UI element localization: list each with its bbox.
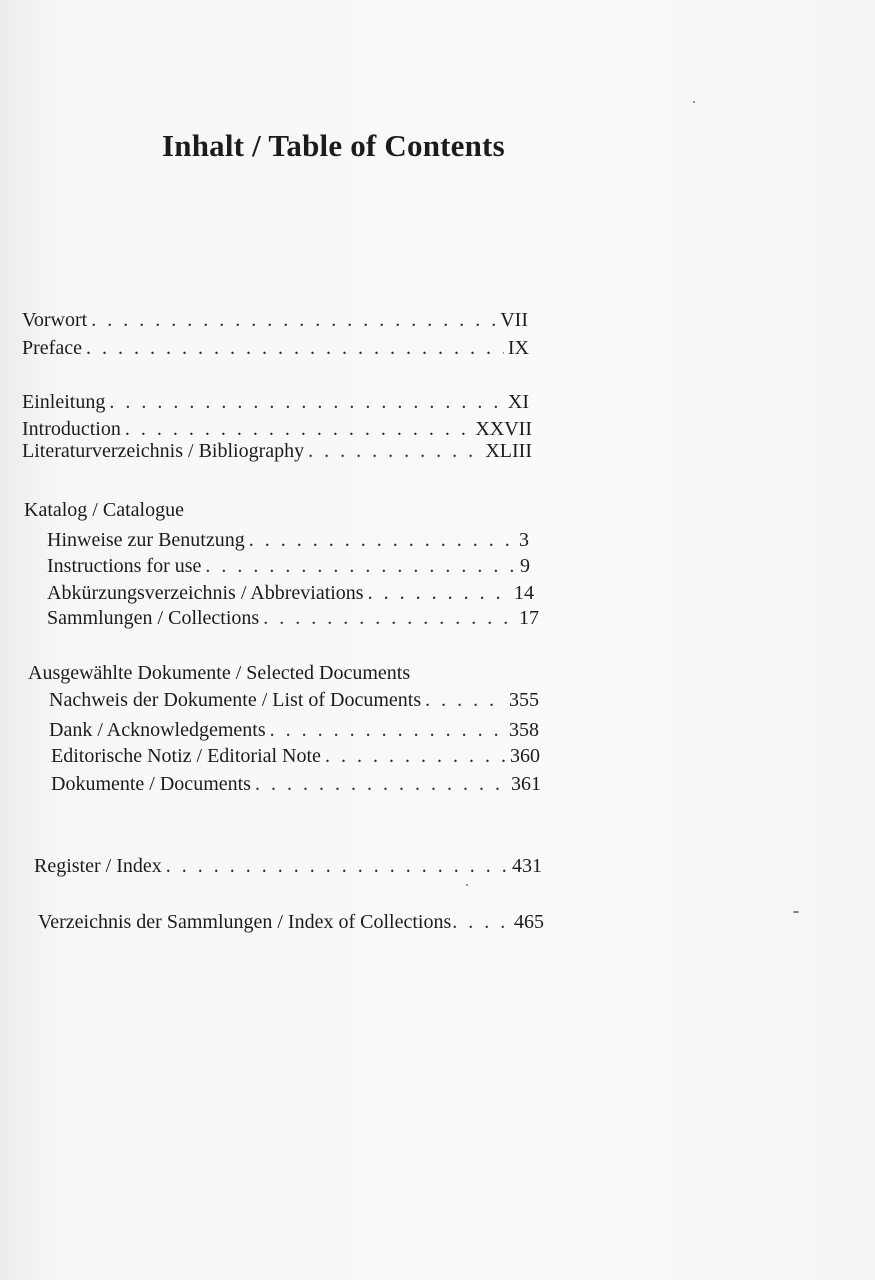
toc-entry-label: Editorische Notiz / Editorial Note	[51, 745, 321, 767]
leader-dots	[263, 604, 515, 632]
leader-dots	[91, 306, 496, 334]
toc-entry-register[interactable]	[34, 852, 542, 880]
leader-dots	[205, 552, 516, 580]
section-heading-catalogue: Katalog / Catalogue	[24, 499, 184, 521]
toc-entry-page: 355	[509, 689, 539, 711]
toc-entry-documents[interactable]	[51, 770, 541, 798]
toc-entry-label: Einleitung	[22, 391, 106, 413]
toc-entry-label: Literaturverzeichnis / Bibliography	[22, 440, 305, 462]
section-heading-documents: Ausgewählte Dokumente / Selected Documents	[28, 662, 411, 684]
toc-entry-abbreviations[interactable]	[47, 579, 534, 607]
toc-entry-label: Vorwort	[22, 309, 88, 331]
leader-dots	[452, 908, 513, 936]
leader-dots	[249, 526, 515, 554]
toc-entry-page: XI	[507, 391, 529, 413]
toc-entry-index-of-collections[interactable]	[38, 908, 544, 936]
toc-entry-page: XXVII	[475, 418, 532, 440]
toc-entry-page: XLIII	[485, 440, 532, 462]
toc-entry-list-of-documents[interactable]	[49, 686, 539, 714]
page-title: Inhalt / Table of Contents	[162, 128, 505, 163]
toc-entry-page: 360	[510, 745, 540, 767]
toc-entry-preface[interactable]	[22, 334, 529, 362]
toc-entry-label: Dokumente / Documents	[51, 773, 251, 795]
toc-entry-page: 9	[520, 555, 530, 577]
leader-dots	[166, 852, 508, 880]
paper-speck	[466, 884, 468, 886]
toc-entry-page: 431	[512, 855, 542, 877]
toc-entry-label: Nachweis der Dokumente / List of Documents	[49, 689, 422, 711]
toc-entry-page: 358	[509, 719, 539, 741]
leader-dots	[308, 437, 481, 465]
paper-speck	[793, 911, 799, 913]
toc-entry-page: 14	[514, 582, 534, 604]
toc-entry-label: Dank / Acknowledgements	[49, 719, 266, 741]
leader-dots	[270, 716, 505, 744]
toc-entry-vorwort[interactable]	[22, 306, 528, 334]
toc-entry-acknowledgements[interactable]	[49, 716, 539, 744]
toc-entry-instructions[interactable]	[47, 552, 530, 580]
toc-entry-collections[interactable]	[47, 604, 539, 632]
leader-dots	[368, 579, 510, 607]
toc-entry-hinweise[interactable]	[47, 526, 529, 554]
toc-entry-label: Sammlungen / Collections	[47, 607, 260, 629]
toc-entry-einleitung[interactable]	[22, 388, 529, 416]
toc-entry-label: Abkürzungsverzeichnis / Abbreviations	[47, 582, 364, 604]
toc-entry-label: Verzeichnis der Sammlungen / Index of Collections	[38, 911, 452, 933]
toc-entry-label: Preface	[22, 337, 82, 359]
leader-dots	[109, 388, 504, 416]
toc-entry-page: VII	[500, 309, 528, 331]
toc-entry-page: 361	[511, 773, 541, 795]
leader-dots	[425, 686, 505, 714]
toc-entry-label: Register / Index	[34, 855, 162, 877]
toc-entry-page: 3	[519, 529, 529, 551]
toc-entry-page: 465	[514, 911, 544, 933]
toc-entry-label: Hinweise zur Benutzung	[47, 529, 245, 551]
toc-entry-page: 17	[519, 607, 539, 629]
leader-dots	[86, 334, 504, 362]
toc-entry-label: Introduction	[22, 418, 121, 440]
leader-dots	[325, 742, 506, 770]
toc-entry-page: IX	[507, 337, 529, 359]
leader-dots	[255, 770, 507, 798]
toc-entry-bibliography[interactable]	[22, 437, 532, 465]
toc-entry-editorial-note[interactable]	[51, 742, 540, 770]
toc-entry-label: Instructions for use	[47, 555, 202, 577]
paper-speck	[693, 101, 695, 103]
